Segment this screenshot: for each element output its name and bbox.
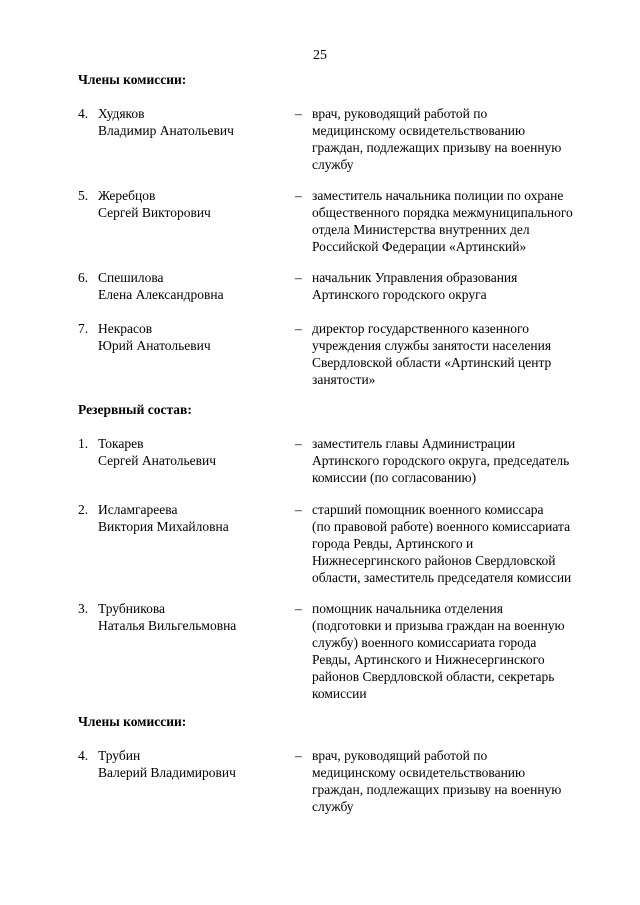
member-given-names: Владимир Анатольевич (98, 123, 234, 138)
position-line: общественного порядка межмуниципального (312, 205, 573, 220)
dash-separator: – (295, 321, 302, 336)
position-line: комиссии (312, 686, 367, 701)
member-number: 4. (78, 106, 89, 121)
dash-separator: – (295, 601, 302, 616)
position-line: службу (312, 799, 354, 814)
position-line: медицинскому освидетельствованию (312, 765, 526, 780)
member-number: 2. (78, 502, 89, 517)
member-name (78, 105, 278, 139)
member-surname: Спешилова (98, 270, 164, 285)
position-line: Артинского городского округа, председатель (312, 453, 570, 468)
member-name (78, 435, 278, 469)
member-position (312, 269, 612, 303)
position-line: директор государственного казенного (312, 321, 529, 336)
member-surname: Токарев (98, 436, 144, 451)
position-line: (по правовой работе) военного комиссариата (312, 519, 571, 534)
member-name (78, 501, 278, 535)
position-line: Артинского городского округа (312, 287, 487, 302)
position-line: старший помощник военного комиссара (312, 502, 544, 517)
position-line: Свердловской области «Артинский центр (312, 355, 552, 370)
position-line: комиссии (по согласованию) (312, 470, 477, 485)
member-given-names: Елена Александровна (98, 287, 224, 302)
position-line: граждан, подлежащих призыву на военную (312, 782, 562, 797)
position-line: помощник начальника отделения (312, 601, 503, 616)
member-name (78, 187, 278, 221)
member-position (312, 747, 612, 815)
position-line: занятости» (312, 372, 376, 387)
position-line: Ревды, Артинского и Нижнесергинского (312, 652, 545, 667)
member-name (78, 320, 278, 354)
member-position (312, 600, 612, 702)
position-line: граждан, подлежащих призыву на военную (312, 140, 562, 155)
member-surname: Худяков (98, 106, 145, 121)
member-surname: Некрасов (98, 321, 153, 336)
position-line: области, заместитель председателя комиссии (312, 570, 572, 585)
position-line: города Ревды, Артинского и (312, 536, 474, 551)
dash-separator: – (295, 502, 302, 517)
position-line: заместитель главы Администрации (312, 436, 516, 451)
position-line: отдела Министерства внутренних дел (312, 222, 530, 237)
member-surname: Жеребцов (98, 188, 156, 203)
member-surname: Исламгареева (98, 502, 178, 517)
member-surname: Трубникова (98, 601, 166, 616)
position-line: медицинскому освидетельствованию (312, 123, 526, 138)
position-line: (подготовки и призыва граждан на военную (312, 618, 565, 633)
section-heading: Резервный состав: (78, 402, 192, 417)
position-line: заместитель начальника полиции по охране (312, 188, 564, 203)
position-line: начальник Управления образования (312, 270, 518, 285)
member-given-names: Сергей Викторович (98, 205, 211, 220)
member-number: 6. (78, 270, 89, 285)
member-number: 7. (78, 321, 89, 336)
member-position (312, 187, 612, 255)
position-line: районов Свердловской области, секретарь (312, 669, 555, 684)
member-surname: Трубин (98, 748, 141, 763)
member-position (312, 435, 612, 486)
page-number: 25 (313, 48, 327, 63)
member-name (78, 269, 278, 303)
section-heading: Члены комиссии: (78, 72, 187, 87)
member-given-names: Сергей Анатольевич (98, 453, 217, 468)
member-given-names: Юрий Анатольевич (98, 338, 211, 353)
member-number: 5. (78, 188, 89, 203)
section-heading: Члены комиссии: (78, 714, 187, 729)
member-position (312, 501, 612, 586)
dash-separator: – (295, 106, 302, 121)
member-position (312, 320, 612, 388)
position-line: врач, руководящий работой по (312, 106, 488, 121)
position-line: службу (312, 157, 354, 172)
dash-separator: – (295, 270, 302, 285)
member-number: 3. (78, 601, 89, 616)
dash-separator: – (295, 748, 302, 763)
member-given-names: Валерий Владимирович (98, 765, 236, 780)
position-line: учреждения службы занятости населения (312, 338, 552, 353)
dash-separator: – (295, 436, 302, 451)
member-name (78, 600, 278, 634)
member-number: 1. (78, 436, 89, 451)
member-position (312, 105, 612, 173)
position-line: врач, руководящий работой по (312, 748, 488, 763)
position-line: Российской Федерации «Артинский» (312, 239, 527, 254)
dash-separator: – (295, 188, 302, 203)
member-given-names: Наталья Вильгельмовна (98, 618, 237, 633)
member-name (78, 747, 278, 781)
member-given-names: Виктория Михайловна (98, 519, 229, 534)
position-line: Нижнесергинского районов Свердловской (312, 553, 556, 568)
member-number: 4. (78, 748, 89, 763)
position-line: службу) военного комиссариата города (312, 635, 537, 650)
